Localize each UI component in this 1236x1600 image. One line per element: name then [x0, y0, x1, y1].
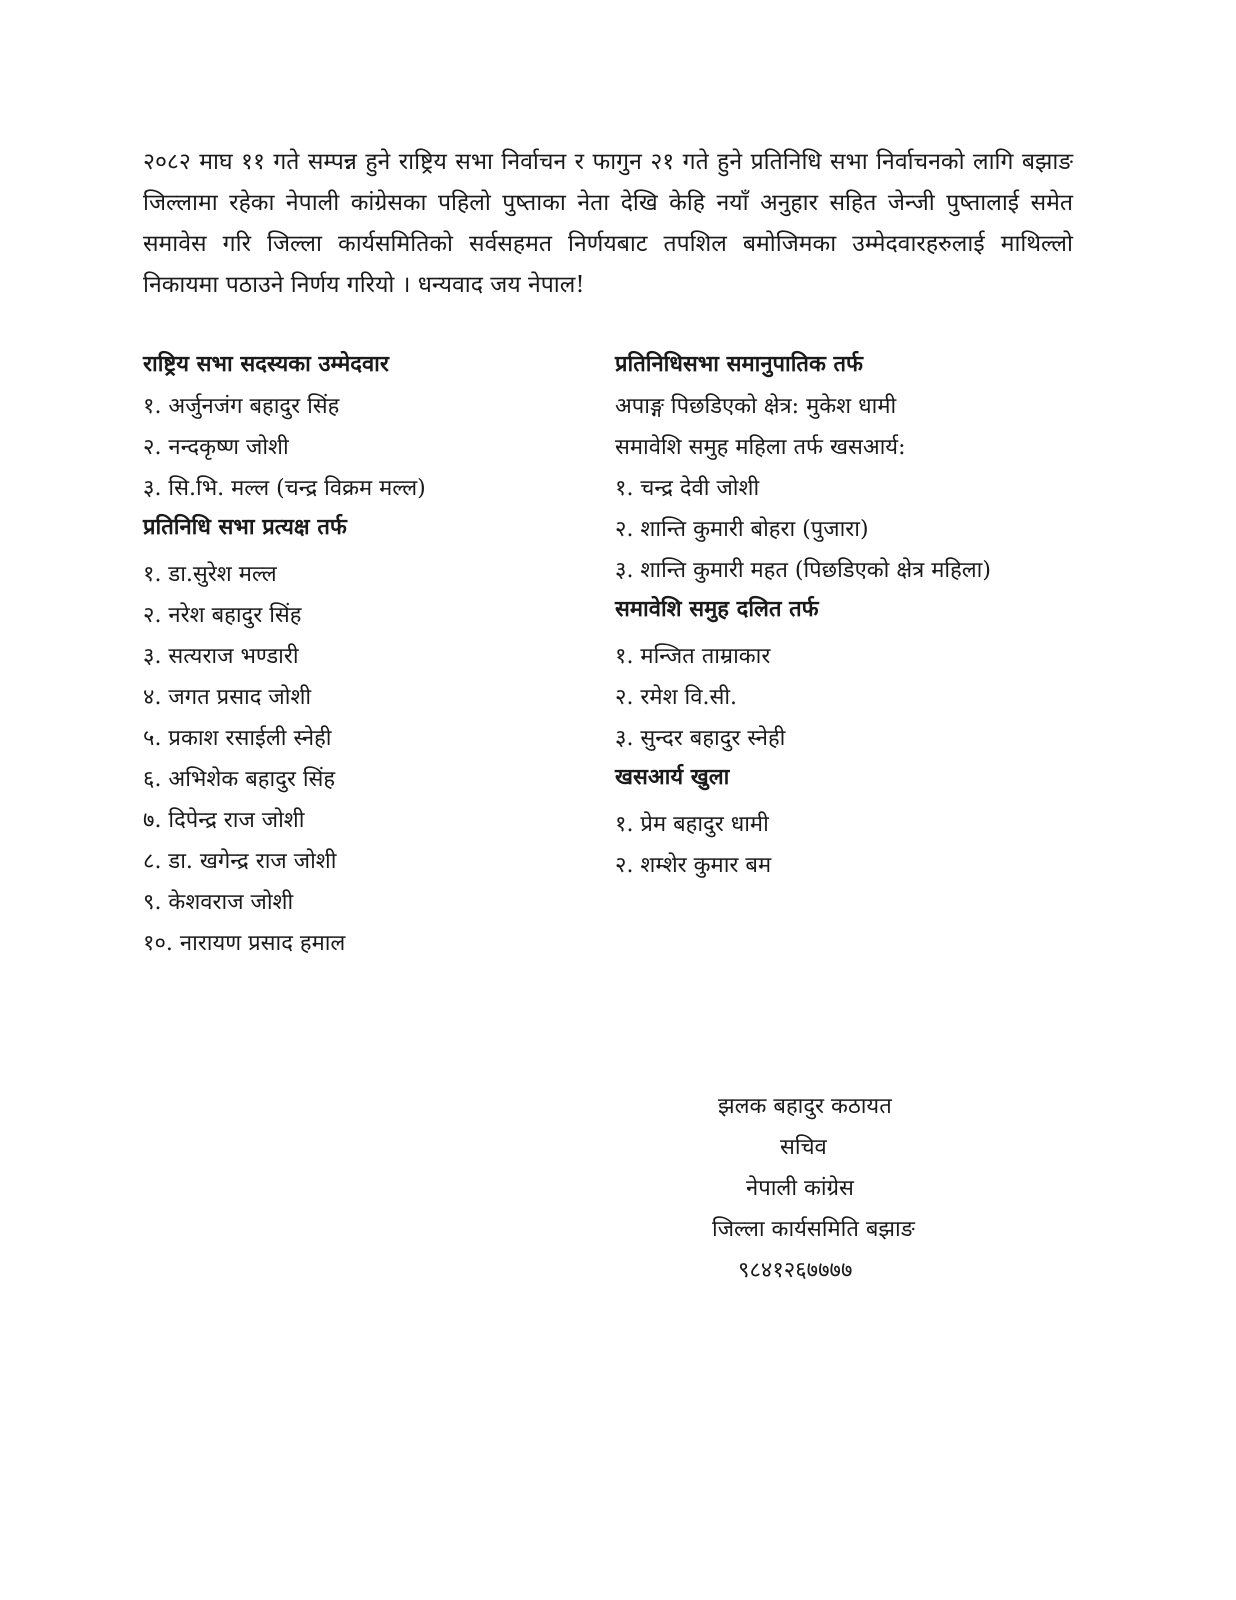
list-item: ६. अभिशेक बहादुर सिंह — [143, 767, 336, 792]
list-item: ३. सत्यराज भण्डारी — [143, 644, 299, 669]
list-item: २. शम्शेर कुमार बम — [615, 853, 772, 878]
list-item: २. रमेश वि.सी. — [615, 685, 738, 710]
intro-paragraph: २०८२ माघ ११ गते सम्पन्न हुने राष्ट्रिय सभा निर्वाचन र फागुन २१ गते हुने प्रतिनिधि सभा निर्वाचनको लागि बझाङ जिल्लामा रहेका नेपाली कांग्रेसका पहिलो पुष्ताका नेता देखि केहि नयाँ अनुहार सहित जेन्जी पुष्तालाई समेत समावेस गरि जिल्ला कार्यसमितिको सर्वसहमत निर्णयबाट तपशिल बमोजिमका उम्मेदवारहरुलाई माथिल्लो निकायमा पठाउने निर्णय गरियो । धन्यवाद जय नेपाल! — [143, 149, 1073, 298]
list-item: १. चन्द्र देवी जोशी — [615, 476, 760, 501]
committee-name: जिल्ला कार्यसमिति बझाङ — [712, 1217, 915, 1242]
list-item: १. डा.सुरेश मल्ल — [143, 562, 277, 587]
signature-block — [690, 1086, 990, 1291]
list-item: २. नरेश बहादुर सिंह — [143, 603, 302, 628]
dalit-heading: समावेशि समुह दलित तर्फ — [615, 596, 819, 622]
list-item: १०. नारायण प्रसाद हमाल — [143, 931, 346, 956]
phone-number: ९८४१२६७७७७ — [738, 1258, 853, 1283]
signatory-title: सचिव — [780, 1135, 827, 1160]
list-item: १. अर्जुनजंग बहादुर सिंह — [143, 394, 340, 419]
proportional-heading: प्रतिनिधिसभा समानुपातिक तर्फ — [615, 351, 864, 377]
list-item: २. नन्दकृष्ण जोशी — [143, 435, 289, 460]
national-assembly-heading: राष्ट्रिय सभा सदस्यका उम्मेदवार — [143, 351, 389, 377]
list-item: २. शान्ति कुमारी बोहरा (पुजारा) — [615, 517, 869, 542]
direct-election-heading: प्रतिनिधि सभा प्रत्यक्ष तर्फ — [143, 514, 347, 540]
signatory-name: झलक बहादुर कठायत — [718, 1094, 892, 1119]
disabled-category-line: अपाङ्ग पिछडिएको क्षेत्र: मुकेश धामी — [615, 394, 897, 419]
list-item: १. मन्जित ताम्राकार — [615, 644, 771, 669]
list-item: ३. सि.भि. मल्ल (चन्द्र विक्रम मल्ल) — [143, 476, 426, 501]
list-item: ४. जगत प्रसाद जोशी — [143, 685, 312, 710]
party-name: नेपाली कांग्रेस — [746, 1176, 854, 1201]
list-item: ७. दिपेन्द्र राज जोशी — [143, 808, 305, 833]
khasarya-heading: खसआर्य खुला — [615, 764, 730, 790]
list-item: ३. सुन्दर बहादुर स्नेही — [615, 726, 786, 751]
list-item: ३. शान्ति कुमारी महत (पिछडिएको क्षेत्र महिला) — [615, 558, 991, 583]
list-item: ९. केशवराज जोशी — [143, 890, 294, 915]
list-item: ५. प्रकाश रसाईली स्नेही — [143, 726, 332, 751]
list-item: ८. डा. खगेन्द्र राज जोशी — [143, 849, 337, 874]
right-column — [615, 342, 1085, 886]
left-column — [143, 342, 583, 964]
list-item: १. प्रेम बहादुर धामी — [615, 812, 769, 837]
women-category-line: समावेशि समुह महिला तर्फ खसआर्य: — [615, 435, 906, 460]
